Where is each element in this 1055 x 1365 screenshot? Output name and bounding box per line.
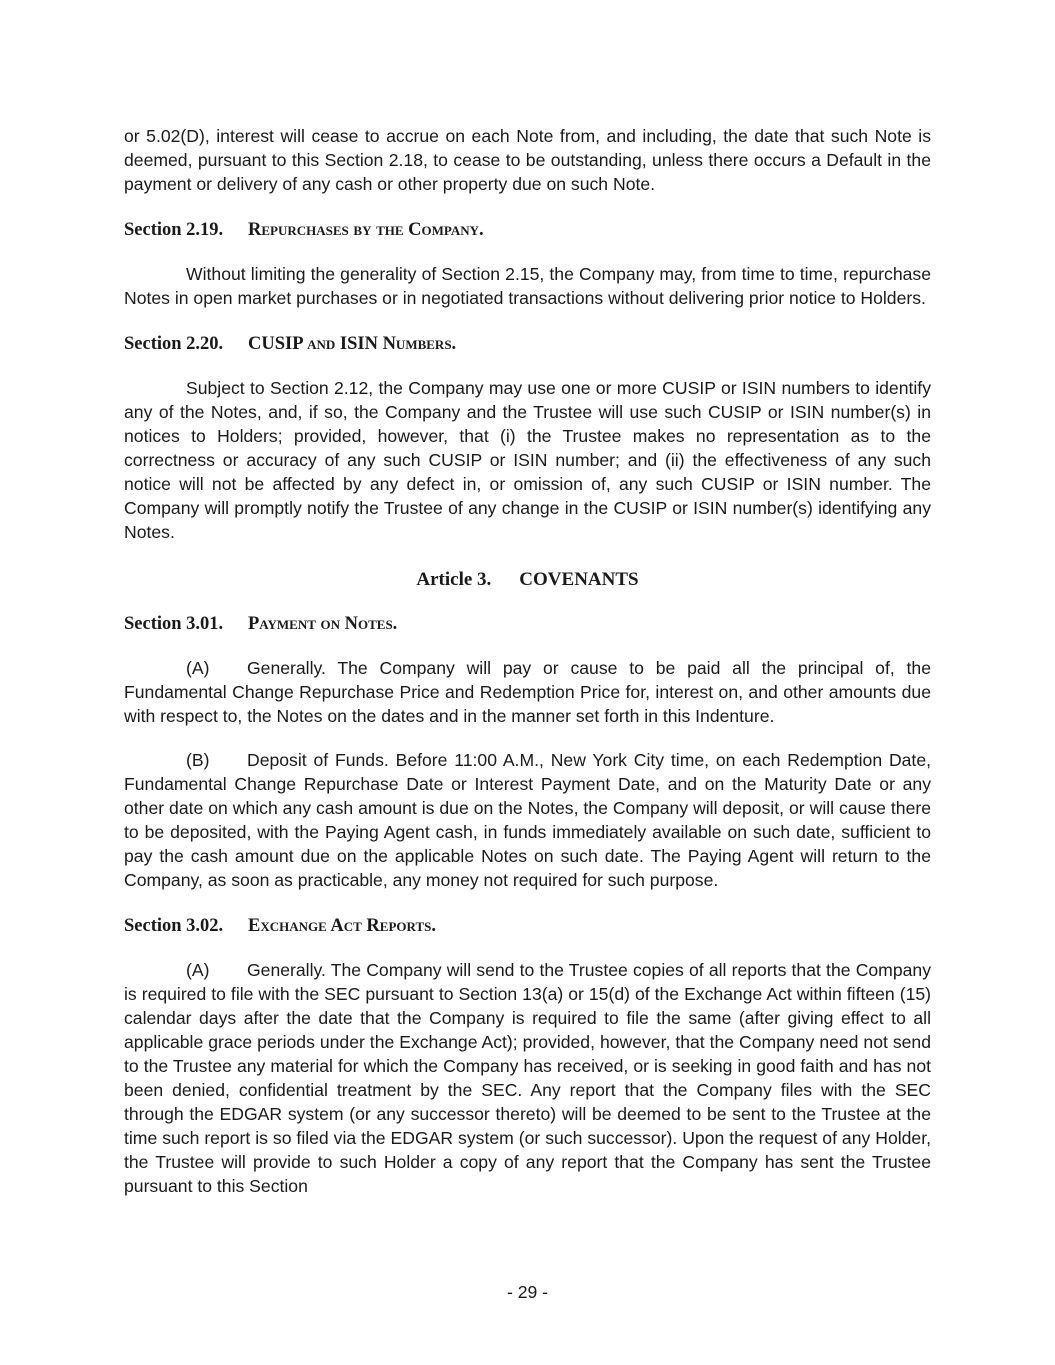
section-2-20-body: Subject to Section 2.12, the Company may use one or more CUSIP or ISIN numbers to identify any of the Notes, and, if so, the Company and the Trustee will use such CUSIP or ISIN number(s) in notices to Holders; provided, however, that (i) the Trustee makes no representation as to the correctness or accuracy of any such CUSIP or ISIN number; and (ii) the effectiveness of any such notice will not be affected by any defect in, or omission of, any such CUSIP or ISIN number. The Company will promptly notify the Trustee of any change in the CUSIP or ISIN number(s) identifying any Notes.: [124, 378, 931, 542]
subsection-text: Deposit of Funds. Before 11:00 A.M., New York City time, on each Redemption Date, Fundamental Change Repurchase Date or Interest Payment Date, and on the Maturity Date or any other date on which any cash amount is due on the Notes, the Company will deposit, or will cause there to be deposited, with the Paying Agent cash, in funds immediately available on such date, sufficient to pay the cash amount due on the applicable Notes on such date. The Paying Agent will return to the Company, as soon as practicable, any money not required for such purpose.: [124, 750, 931, 890]
section-number: Section 3.01.: [124, 614, 224, 634]
section-title: Exchange Act Reports.: [248, 916, 436, 936]
article-title: COVENANTS: [519, 569, 639, 590]
subsection-text: Generally. The Company will pay or cause to be paid all the principal of, the Fundamental Change Repurchase Price and Redemption Price for, interest on, and other amounts due with respect to, the Notes on the dates and in the manner set forth in this Indenture.: [124, 658, 931, 726]
subsection-label: (A): [186, 658, 210, 678]
section-heading-3-02: [124, 914, 931, 938]
section-number: Section 2.20.: [124, 334, 224, 354]
section-title: Payment on Notes.: [248, 614, 398, 634]
subsection-paragraph: [124, 656, 931, 728]
subsection-label: (A): [186, 960, 210, 980]
article-heading: [124, 568, 931, 592]
section-number: Section 2.19.: [124, 220, 224, 240]
section-heading-3-01: [124, 612, 931, 636]
article-number: Article 3.: [416, 569, 492, 590]
subsection-paragraph: [124, 748, 931, 892]
section-heading-2-20: [124, 332, 931, 356]
subsection-text: Generally. The Company will send to the Trustee copies of all reports that the Company is required to file with the SEC pursuant to Section 13(a) or 15(d) of the Exchange Act within fifteen (15) calendar days after the date that the Company is required to file the same (after giving effect to all applicable grace periods under the Exchange Act); provided, however, that the Company need not send to the Trustee any material for which the Company has received, or is seeking in good faith and has not been denied, confidential treatment by the SEC. Any report that the Company files with the SEC through the EDGAR system (or any successor thereto) will be deemed to be sent to the Trustee at the time such report is so filed via the EDGAR system (or such successor). Upon the request of any Holder, the Trustee will provide to such Holder a copy of any report that the Company has sent the Trustee pursuant to this Section: [124, 960, 931, 1196]
document-page: [124, 124, 931, 1198]
subsection-label: (B): [186, 750, 210, 770]
continued-paragraph: or 5.02(D), interest will cease to accrue on each Note from, and including, the date that such Note is deemed, pursuant to this Section 2.18, to cease to be outstanding, unless there occurs a Default in the payment or delivery of any cash or other property due on such Note.: [124, 126, 931, 194]
section-heading-2-19: [124, 218, 931, 242]
page-number: - 29 -: [506, 1282, 549, 1302]
section-2-19-body: Without limiting the generality of Section 2.15, the Company may, from time to time, repurchase Notes in open market purchases or in negotiated transactions without delivering prior notice to Holders.: [124, 264, 931, 308]
section-title: Repurchases by the Company.: [248, 220, 484, 240]
section-title: CUSIP and ISIN Numbers.: [248, 334, 457, 354]
section-number: Section 3.02.: [124, 916, 224, 936]
subsection-paragraph: [124, 958, 931, 1198]
